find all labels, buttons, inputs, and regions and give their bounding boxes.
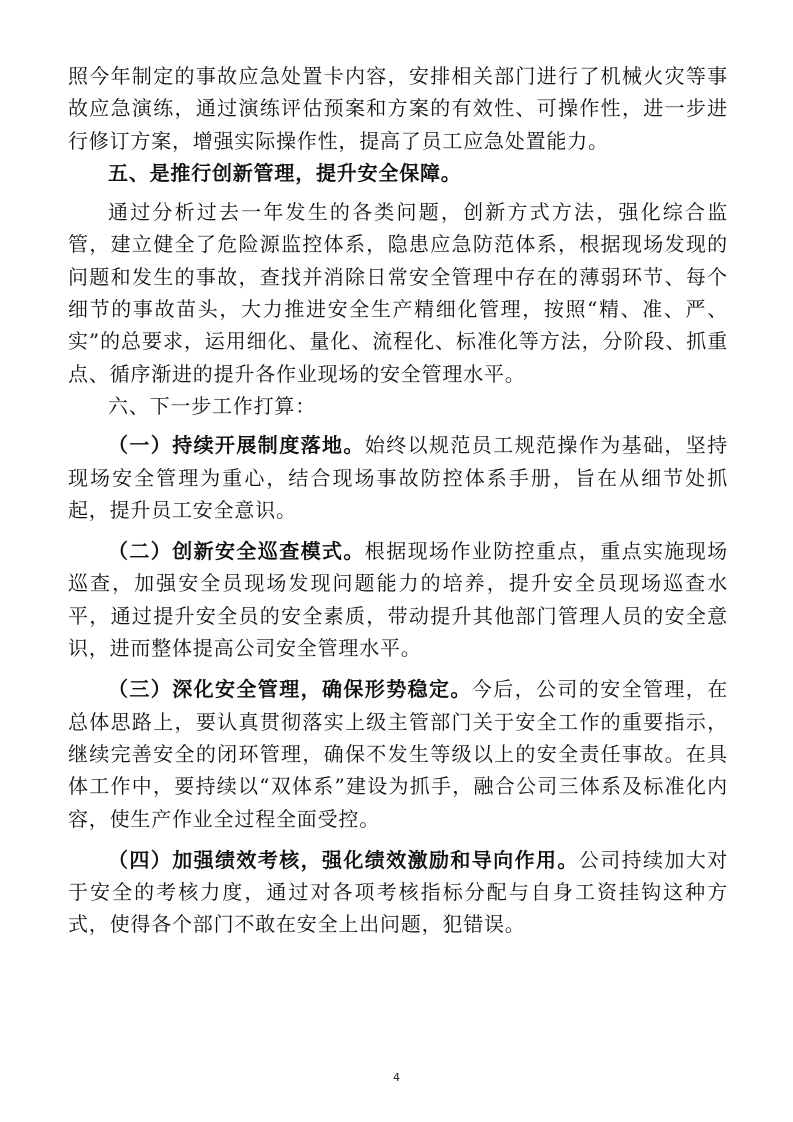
item-1 bbox=[68, 429, 728, 526]
section-5-body: 通过分析过去一年发生的各类问题，创新方式方法，强化综合监管，建立健全了危险源监控体系，隐患应急防范体系，根据现场发现的问题和发生的事故，查找并消除日常安全管理中存在的薄弱环节、每个细节的事故苗头，大力推进安全生产精细化管理，按照“精、准、严、实”的总要求，运用细化、量化、流程化、标准化等方法，分阶段、抓重点、循序渐进的提升各作业现场的安全管理水平。 bbox=[68, 200, 728, 386]
item-4 bbox=[68, 844, 728, 941]
section-5-heading: 五、是推行创新管理，提升安全保障。 bbox=[108, 160, 462, 185]
section-6-heading: 六、下一步工作打算： bbox=[108, 393, 316, 418]
item-3-body: 今后，公司的安全管理，在总体思路上，要认真贯彻落实上级主管部门关于安全工作的重要指示，继续完善安全的闭环管理，确保不发生等级以上的安全责任事故。在具体工作中，要持续以“双体系”建设为抓手，融合公司三体系及标准化内容，使生产作业全过程全面受控。 bbox=[68, 677, 728, 831]
item-1-body: 始终以规范员工规范操作为基础，坚持现场安全管理为重心，结合现场事故防控体系手册，旨在从细节处抓起，提升员工安全意识。 bbox=[68, 433, 728, 522]
page-number: 4 bbox=[393, 1071, 400, 1084]
document-body bbox=[68, 60, 728, 941]
item-2 bbox=[68, 535, 728, 664]
item-4-body: 公司持续加大对于安全的考核力度，通过对各项考核指标分配与自身工资挂钩这种方式，使得各个部门不敢在安全上出问题，犯错误。 bbox=[68, 847, 728, 937]
item-4-title: （四）加强绩效考核，强化绩效激励和导向作用。 bbox=[108, 847, 579, 872]
item-2-body: 根据现场作业防控重点，重点实施现场巡查，加强安全员现场发现问题能力的培养，提升安全员现场巡查水平，通过提升安全员的安全素质，带动提升其他部门管理人员的安全意识，进而整体提高公司安全管理水平。 bbox=[68, 539, 728, 661]
item-1-title: （一）持续开展制度落地。 bbox=[108, 433, 365, 458]
paragraph-continued: 照今年制定的事故应急处置卡内容，安排相关部门进行了机械火灾等事故应急演练，通过演练评估预案和方案的有效性、可操作性，进一步进行修订方案，增强实际操作性，提高了员工应急处置能力。 bbox=[68, 64, 728, 153]
item-3-title: （三）深化安全管理，确保形势稳定。 bbox=[108, 677, 472, 702]
item-3 bbox=[68, 673, 728, 834]
item-2-title: （二）创新安全巡查模式。 bbox=[108, 539, 365, 564]
